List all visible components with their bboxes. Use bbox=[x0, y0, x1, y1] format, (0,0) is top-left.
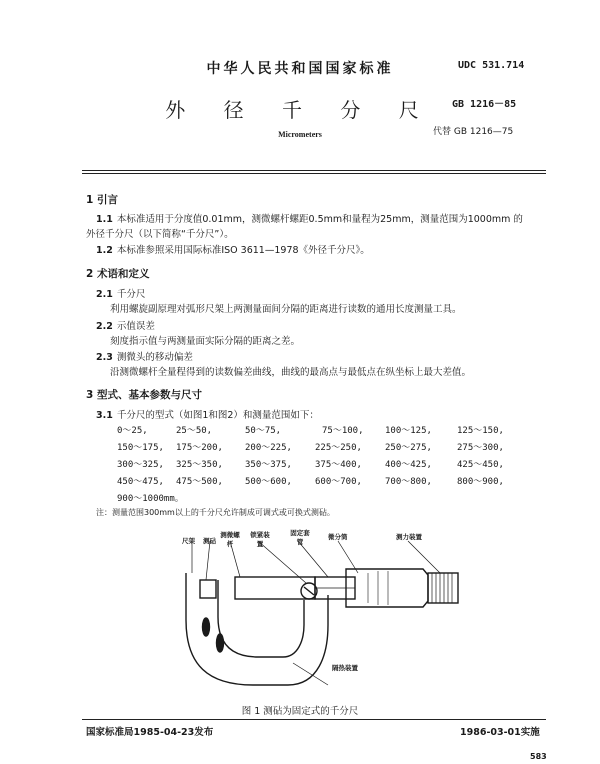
range-cell: 150～175, bbox=[117, 443, 164, 453]
header-rule-top bbox=[82, 170, 546, 171]
udc-number: UDC 531.714 bbox=[458, 60, 525, 71]
def-2-3 bbox=[96, 349, 193, 363]
para-1-2 bbox=[96, 242, 370, 256]
range-cell: 0～25, bbox=[117, 426, 148, 436]
para-1-1-text: 本标准适用于分度值0.01mm，测微螺杆螺距0.5mm和量程为25mm，测量范围为1000mm 的 bbox=[116, 214, 523, 225]
def-2-3-term: 测微头的移动偏差 bbox=[116, 352, 193, 363]
def-2-2-term: 示值误差 bbox=[116, 321, 155, 332]
def-2-1-term: 千分尺 bbox=[116, 289, 146, 300]
para-1-2-text: 本标准参照采用国际标准ISO 3611—1978《外径千分尺》。 bbox=[116, 245, 370, 256]
range-cell: 425～450, bbox=[457, 460, 504, 470]
figure-caption: 图 1 测砧为固定式的千分尺 bbox=[241, 706, 359, 717]
para-1-1 bbox=[96, 211, 523, 225]
def-2-1-number: 2.1 bbox=[96, 289, 113, 300]
range-cell: 325～350, bbox=[176, 460, 223, 470]
range-cell: 375～400, bbox=[315, 460, 362, 470]
range-cell: 475～500, bbox=[176, 477, 223, 487]
def-2-2-text: 刻度指示值与两测量面实际分隔的距离之差。 bbox=[110, 336, 301, 347]
label-thimble: 微分筒 bbox=[328, 533, 348, 541]
micrometer-figure bbox=[178, 525, 488, 705]
range-cell: 300～325, bbox=[117, 460, 164, 470]
range-cell: 900～1000mm。 bbox=[117, 494, 184, 504]
def-2-2 bbox=[96, 318, 155, 332]
page-number: 583 bbox=[530, 752, 547, 761]
para-1-2-number: 1.2 bbox=[96, 245, 113, 256]
ratchet-knurl bbox=[432, 573, 452, 603]
header-org: 中华人民共和国国家标准 bbox=[206, 61, 394, 77]
range-cell: 350～375, bbox=[245, 460, 292, 470]
range-cell: 400～425, bbox=[385, 460, 432, 470]
lock-mark bbox=[304, 587, 314, 595]
note: 注：测量范围300mm以上的千分尺允许制成可调式或可换式测砧。 bbox=[96, 508, 335, 517]
label-ratchet: 测力装置 bbox=[396, 533, 422, 541]
section-1-heading: 1 引言 bbox=[86, 194, 118, 206]
para-1-1-cont: 外径千分尺（以下简称“千分尺”）。 bbox=[86, 229, 234, 240]
range-cell: 600～700, bbox=[315, 477, 362, 487]
replaces-standard: 代替 GB 1216—75 bbox=[433, 127, 514, 137]
range-cell: 700～800, bbox=[385, 477, 432, 487]
para-3-1-text: 千分尺的型式（如图1和图2）和测量范围如下： bbox=[116, 410, 319, 421]
range-cell: 25～50, bbox=[176, 426, 213, 436]
range-cell: 200～225, bbox=[245, 443, 292, 453]
thimble bbox=[346, 569, 428, 607]
label-lock: 锁紧装置 bbox=[250, 531, 270, 548]
def-2-3-text: 沿测微螺杆全量程得到的读数偏差曲线，曲线的最高点与最低点在纵坐标上最大差值。 bbox=[110, 367, 472, 378]
leader-lines bbox=[192, 541, 440, 685]
range-cell: 175～200, bbox=[176, 443, 223, 453]
def-2-1-text: 利用螺旋副原理对弧形尺架上两测量面间分隔的距离进行读数的通用长度测量工具。 bbox=[110, 304, 462, 315]
para-3-1 bbox=[96, 407, 319, 421]
label-spindle: 测微螺杆 bbox=[220, 531, 240, 548]
range-cell: 275～300, bbox=[457, 443, 504, 453]
range-cell: 100～125, bbox=[385, 426, 432, 436]
thimble-ticks bbox=[368, 571, 388, 605]
label-insulation: 隔热装置 bbox=[332, 664, 358, 672]
label-frame: 尺架 bbox=[182, 537, 195, 545]
effective-date: 1986-03-01实施 bbox=[460, 727, 540, 738]
footer-rule bbox=[82, 719, 546, 720]
issued-date: 国家标准局1985-04-23发布 bbox=[86, 727, 214, 738]
document-title: 外 径 千 分 尺 bbox=[165, 98, 435, 122]
document-subtitle: Micrometers bbox=[278, 130, 322, 139]
para-1-1-number: 1.1 bbox=[96, 214, 113, 225]
range-cell: 450～475, bbox=[117, 477, 164, 487]
label-anvil: 测砧 bbox=[203, 537, 216, 545]
frame-inner bbox=[218, 580, 304, 657]
section-3-heading: 3 型式、基本参数与尺寸 bbox=[86, 389, 202, 401]
range-cell: 500～600, bbox=[245, 477, 292, 487]
range-cell: 125～150, bbox=[457, 426, 504, 436]
section-2-heading: 2 术语和定义 bbox=[86, 268, 150, 280]
range-cell: 50～75, bbox=[245, 426, 282, 436]
para-3-1-number: 3.1 bbox=[96, 410, 113, 421]
label-sleeve: 固定套管 bbox=[290, 529, 310, 546]
header-rule-bottom bbox=[82, 173, 546, 174]
def-2-3-number: 2.3 bbox=[96, 352, 113, 363]
anvil bbox=[200, 580, 216, 598]
insulation-pad bbox=[203, 618, 210, 636]
gb-number: GB 1216－85 bbox=[452, 99, 517, 110]
range-cell: 75～100, bbox=[322, 426, 364, 436]
insulation-pad bbox=[217, 634, 224, 652]
def-2-1 bbox=[96, 286, 145, 300]
range-cell: 250～275, bbox=[385, 443, 432, 453]
def-2-2-number: 2.2 bbox=[96, 321, 113, 332]
micrometer-drawing bbox=[186, 569, 458, 685]
ratchet bbox=[428, 573, 458, 603]
range-cell: 225～250, bbox=[315, 443, 362, 453]
range-cell: 800～900, bbox=[457, 477, 504, 487]
